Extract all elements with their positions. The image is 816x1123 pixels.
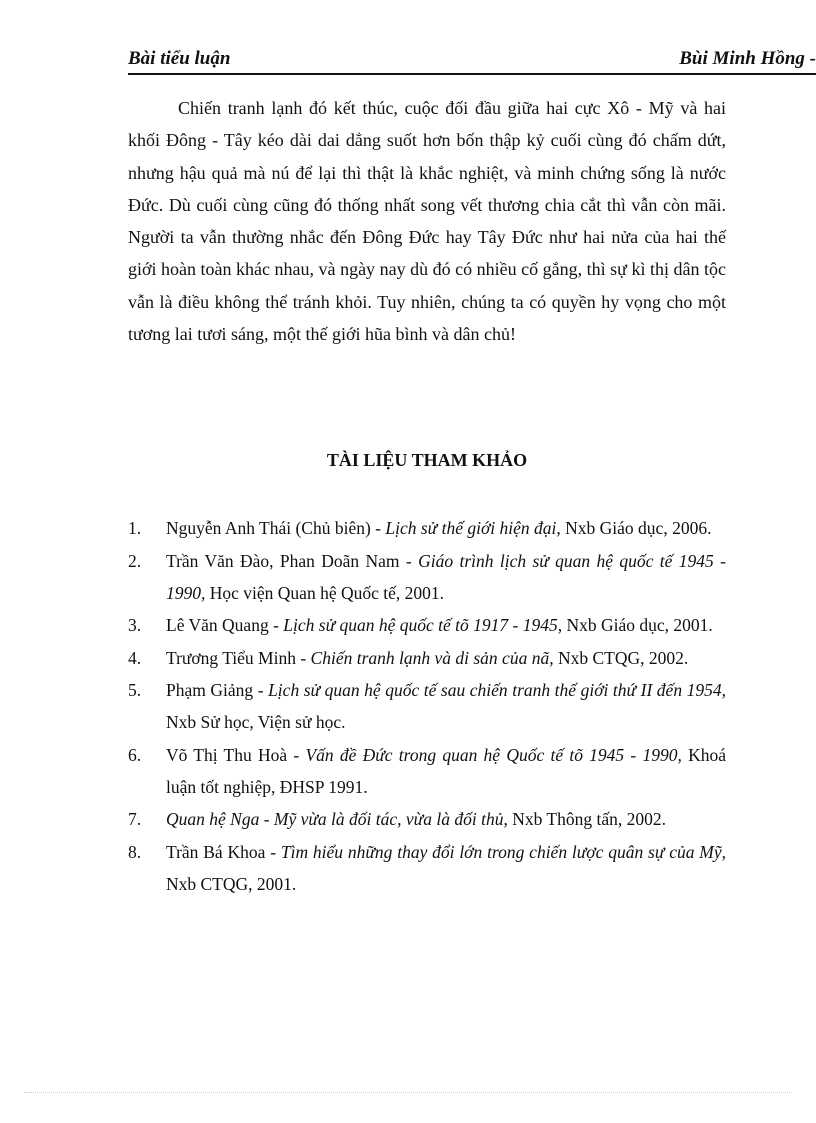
reference-item bbox=[128, 545, 726, 609]
reference-author: Lê Văn Quang - bbox=[166, 615, 284, 635]
reference-publisher: Nxb CTQG, 2002. bbox=[553, 647, 689, 668]
reference-author: Trần Bá Khoa - bbox=[166, 841, 281, 862]
reference-publisher: Học viện Quan hệ Quốc tế, 2001. bbox=[205, 582, 444, 603]
reference-text bbox=[166, 609, 726, 641]
reference-item bbox=[128, 803, 726, 835]
footer-rule bbox=[24, 1092, 792, 1093]
reference-text bbox=[166, 836, 726, 900]
reference-publisher: Nxb Giáo dục, 2001. bbox=[562, 615, 713, 635]
reference-number: 5. bbox=[128, 680, 142, 700]
reference-item bbox=[128, 836, 726, 900]
reference-author: Nguyễn Anh Thái (Chủ biên) - bbox=[166, 518, 386, 538]
reference-title: Tìm hiểu những thay đổi lớn trong chiến lược quân sự của Mỹ, bbox=[280, 841, 726, 862]
reference-number: 1. bbox=[128, 518, 142, 538]
reference-title: Giáo trình lịch sử quan hệ quốc tế 1945 - 1990, bbox=[166, 550, 726, 603]
reference-publisher: Nxb Giáo dục, 2006. bbox=[560, 518, 712, 538]
reference-number: 2. bbox=[128, 550, 142, 571]
reference-text bbox=[166, 512, 726, 544]
reference-number: 7. bbox=[128, 809, 142, 829]
reference-number: 3. bbox=[128, 615, 142, 635]
reference-text bbox=[166, 674, 726, 738]
reference-item bbox=[128, 609, 726, 641]
reference-title: Vấn đề Đức trong quan hệ Quốc tế tõ 1945 - 1990, bbox=[305, 744, 682, 765]
reference-title: Lịch sử quan hệ quốc tế tõ 1917 - 1945, bbox=[283, 615, 563, 635]
reference-item bbox=[128, 642, 726, 674]
reference-title: Quan hệ Nga - Mỹ vừa là đối tác, vừa là đối thủ bbox=[166, 809, 504, 829]
reference-number: 4. bbox=[128, 647, 142, 668]
reference-title: Lịch sử thế giới hiện đại, bbox=[385, 518, 561, 538]
reference-author: Võ Thị Thu Hoà - bbox=[166, 744, 306, 765]
references-list bbox=[128, 512, 726, 900]
page-header bbox=[128, 48, 816, 74]
header-author: Bùi Minh Hồng - bbox=[679, 48, 816, 69]
reference-text bbox=[166, 803, 726, 835]
reference-number: 8. bbox=[128, 841, 142, 862]
reference-item bbox=[128, 739, 726, 803]
reference-author: Trương Tiểu Minh - bbox=[166, 647, 311, 668]
conclusion-paragraph: Chiến tranh lạnh đó kết thúc, cuộc đối đầu giữa hai cực Xô - Mỹ và hai khối Đông - Tây kéo dài dai dẳng suốt hơn bốn thập kỷ cuối cùng đó chấm dứt, nhưng hậu quả mà nú để lại thì thật là khắc nghiệt, và minh chứng sống là nước Đức. Dù cuối cùng cũng đó thống nhất song vết thương chia cắt thì vẫn còn mãi. Người ta vẫn thường nhắc đến Đông Đức hay Tây Đức như hai nửa của hai thế giới hoàn toàn khác nhau, và ngày nay dù đó có nhiều cố gắng, thì sự kì thị dân tộc vẫn là điều không thể tránh khỏi. Tuy nhiên, chúng ta có quyền hy vọng cho một tương lai tươi sáng, một thế giới hũa bình và dân chủ! bbox=[128, 98, 726, 345]
reference-publisher: Nxb Sử học, Viện sử học. bbox=[166, 712, 346, 732]
reference-author: Trần Văn Đào, Phan Doãn Nam - bbox=[166, 550, 419, 571]
reference-author: Phạm Giảng - bbox=[166, 680, 269, 700]
reference-title: Lịch sử quan hệ quốc tế sau chiến tranh thế giới thứ II đến 1954, bbox=[268, 680, 726, 700]
references-title: TÀI LIỆU THAM KHẢO bbox=[326, 450, 528, 470]
reference-publisher: Khoá luận tốt nghiệp, ĐHSP 1991. bbox=[166, 744, 727, 797]
reference-publisher: , Nxb Thông tấn, 2002. bbox=[503, 809, 666, 829]
reference-item bbox=[128, 674, 726, 738]
reference-item bbox=[128, 512, 726, 544]
header-title: Bài tiểu luận bbox=[128, 48, 231, 69]
reference-text bbox=[166, 545, 726, 609]
reference-publisher: Nxb CTQG, 2001. bbox=[166, 873, 297, 894]
reference-number: 6. bbox=[128, 744, 142, 765]
reference-text bbox=[166, 739, 726, 803]
reference-title: Chiến tranh lạnh và di sản của nã, bbox=[310, 647, 554, 668]
reference-text bbox=[166, 642, 726, 674]
header-rule bbox=[128, 73, 816, 75]
